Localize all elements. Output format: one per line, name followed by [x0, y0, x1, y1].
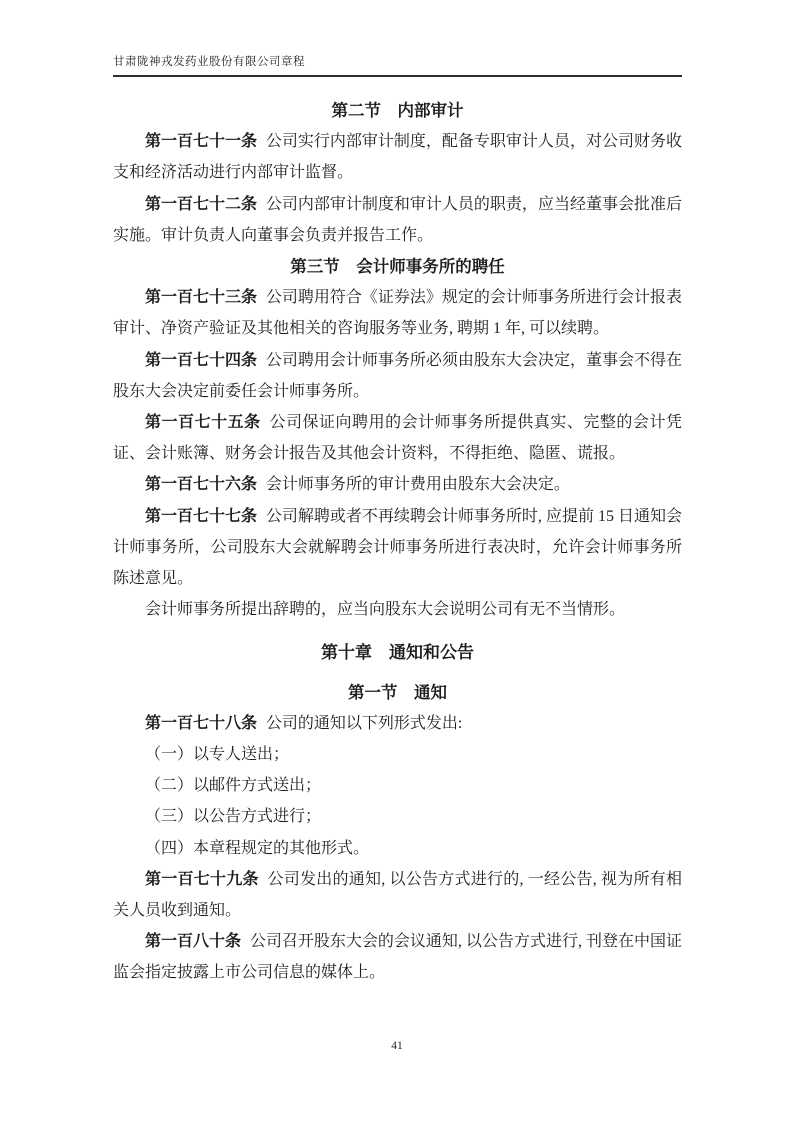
article-171-text: 公司实行内部审计制度，配备专职审计人员，对公司财务收支和经济活动进行内部审计监督。 — [113, 133, 682, 182]
article-175-text: 公司保证向聘用的会计师事务所提供真实、完整的会计凭证、会计账簿、财务会计报告及其他会计资料，不得拒绝、隐匿、谎报。 — [113, 414, 682, 463]
header-title: 甘肃陇神戎发药业股份有限公司章程 — [113, 56, 305, 68]
section-heading-notice: 第一节 通知 — [348, 682, 447, 702]
article-176 — [113, 469, 682, 500]
document-content — [113, 95, 682, 989]
article-179 — [113, 864, 682, 926]
article-179-text: 公司发出的通知, 以公告方式进行的, 一经公告, 视为所有相关人员收到通知。 — [113, 870, 682, 920]
page-header — [113, 53, 682, 77]
article-177-text: 公司解聘或者不再续聘会计师事务所时, 应提前 15 日通知会计师事务所，公司股东大会就解聘会计师事务所进行表决时，允许会计师事务所陈述意见。 — [113, 507, 682, 588]
article-175 — [113, 407, 682, 469]
article-180-label: 第一百八十条 — [145, 933, 242, 951]
chapter-heading-notices-announcements: 第十章 通知和公告 — [321, 643, 474, 663]
article-174-label: 第一百七十四条 — [145, 351, 258, 369]
article-180-text: 公司召开股东大会的会议通知, 以公告方式进行, 刊登在中国证监会指定披露上市公司信息的媒体上。 — [113, 933, 682, 982]
article-178-text: 公司的通知以下列形式发出: — [265, 714, 463, 732]
list-item-notice-form-3: （三）以公告方式进行； — [145, 808, 322, 826]
article-180 — [113, 926, 682, 988]
article-178 — [113, 708, 682, 739]
article-178-label: 第一百七十八条 — [145, 714, 258, 732]
article-175-label: 第一百七十五条 — [145, 414, 261, 432]
paragraph-resign-note: 会计师事务所提出辞聘的，应当向股东大会说明公司有无不当情形。 — [145, 601, 626, 619]
article-171-label: 第一百七十一条 — [145, 133, 258, 151]
article-176-text: 会计师事务所的审计费用由股东大会决定。 — [265, 476, 570, 494]
page-number: 41 — [391, 1040, 403, 1052]
article-172-text: 公司内部审计制度和审计人员的职责，应当经董事会批准后实施。审计负责人向董事会负责并报告工作。 — [113, 195, 682, 244]
article-179-label: 第一百七十九条 — [145, 870, 259, 888]
list-item-notice-form-1: （一）以专人送出； — [145, 746, 290, 764]
article-174-text: 公司聘用会计师事务所必须由股东大会决定，董事会不得在股东大会决定前委任会计师事务所。 — [113, 351, 682, 400]
list-item-notice-form-2: （二）以邮件方式送出； — [145, 777, 322, 795]
section-heading-internal-audit: 第二节 内部审计 — [331, 101, 464, 120]
list-item-notice-form-4: （四）本章程规定的其他形式。 — [145, 839, 370, 857]
article-174 — [113, 345, 682, 407]
article-172-label: 第一百七十二条 — [145, 195, 258, 213]
article-173-text: 公司聘用符合《证券法》规定的会计师事务所进行会计报表审计、净资产验证及其他相关的咨询服务等业务, 聘期 1 年, 可以续聘。 — [113, 289, 682, 338]
article-172 — [113, 189, 682, 251]
article-177 — [113, 501, 682, 595]
section-heading-accounting-firm: 第三节 会计师事务所的聘任 — [290, 257, 505, 277]
article-176-label: 第一百七十六条 — [145, 476, 258, 494]
article-173-label: 第一百七十三条 — [145, 289, 258, 307]
article-171 — [113, 126, 682, 188]
article-177-label: 第一百七十七条 — [145, 507, 258, 525]
article-173 — [113, 282, 682, 344]
